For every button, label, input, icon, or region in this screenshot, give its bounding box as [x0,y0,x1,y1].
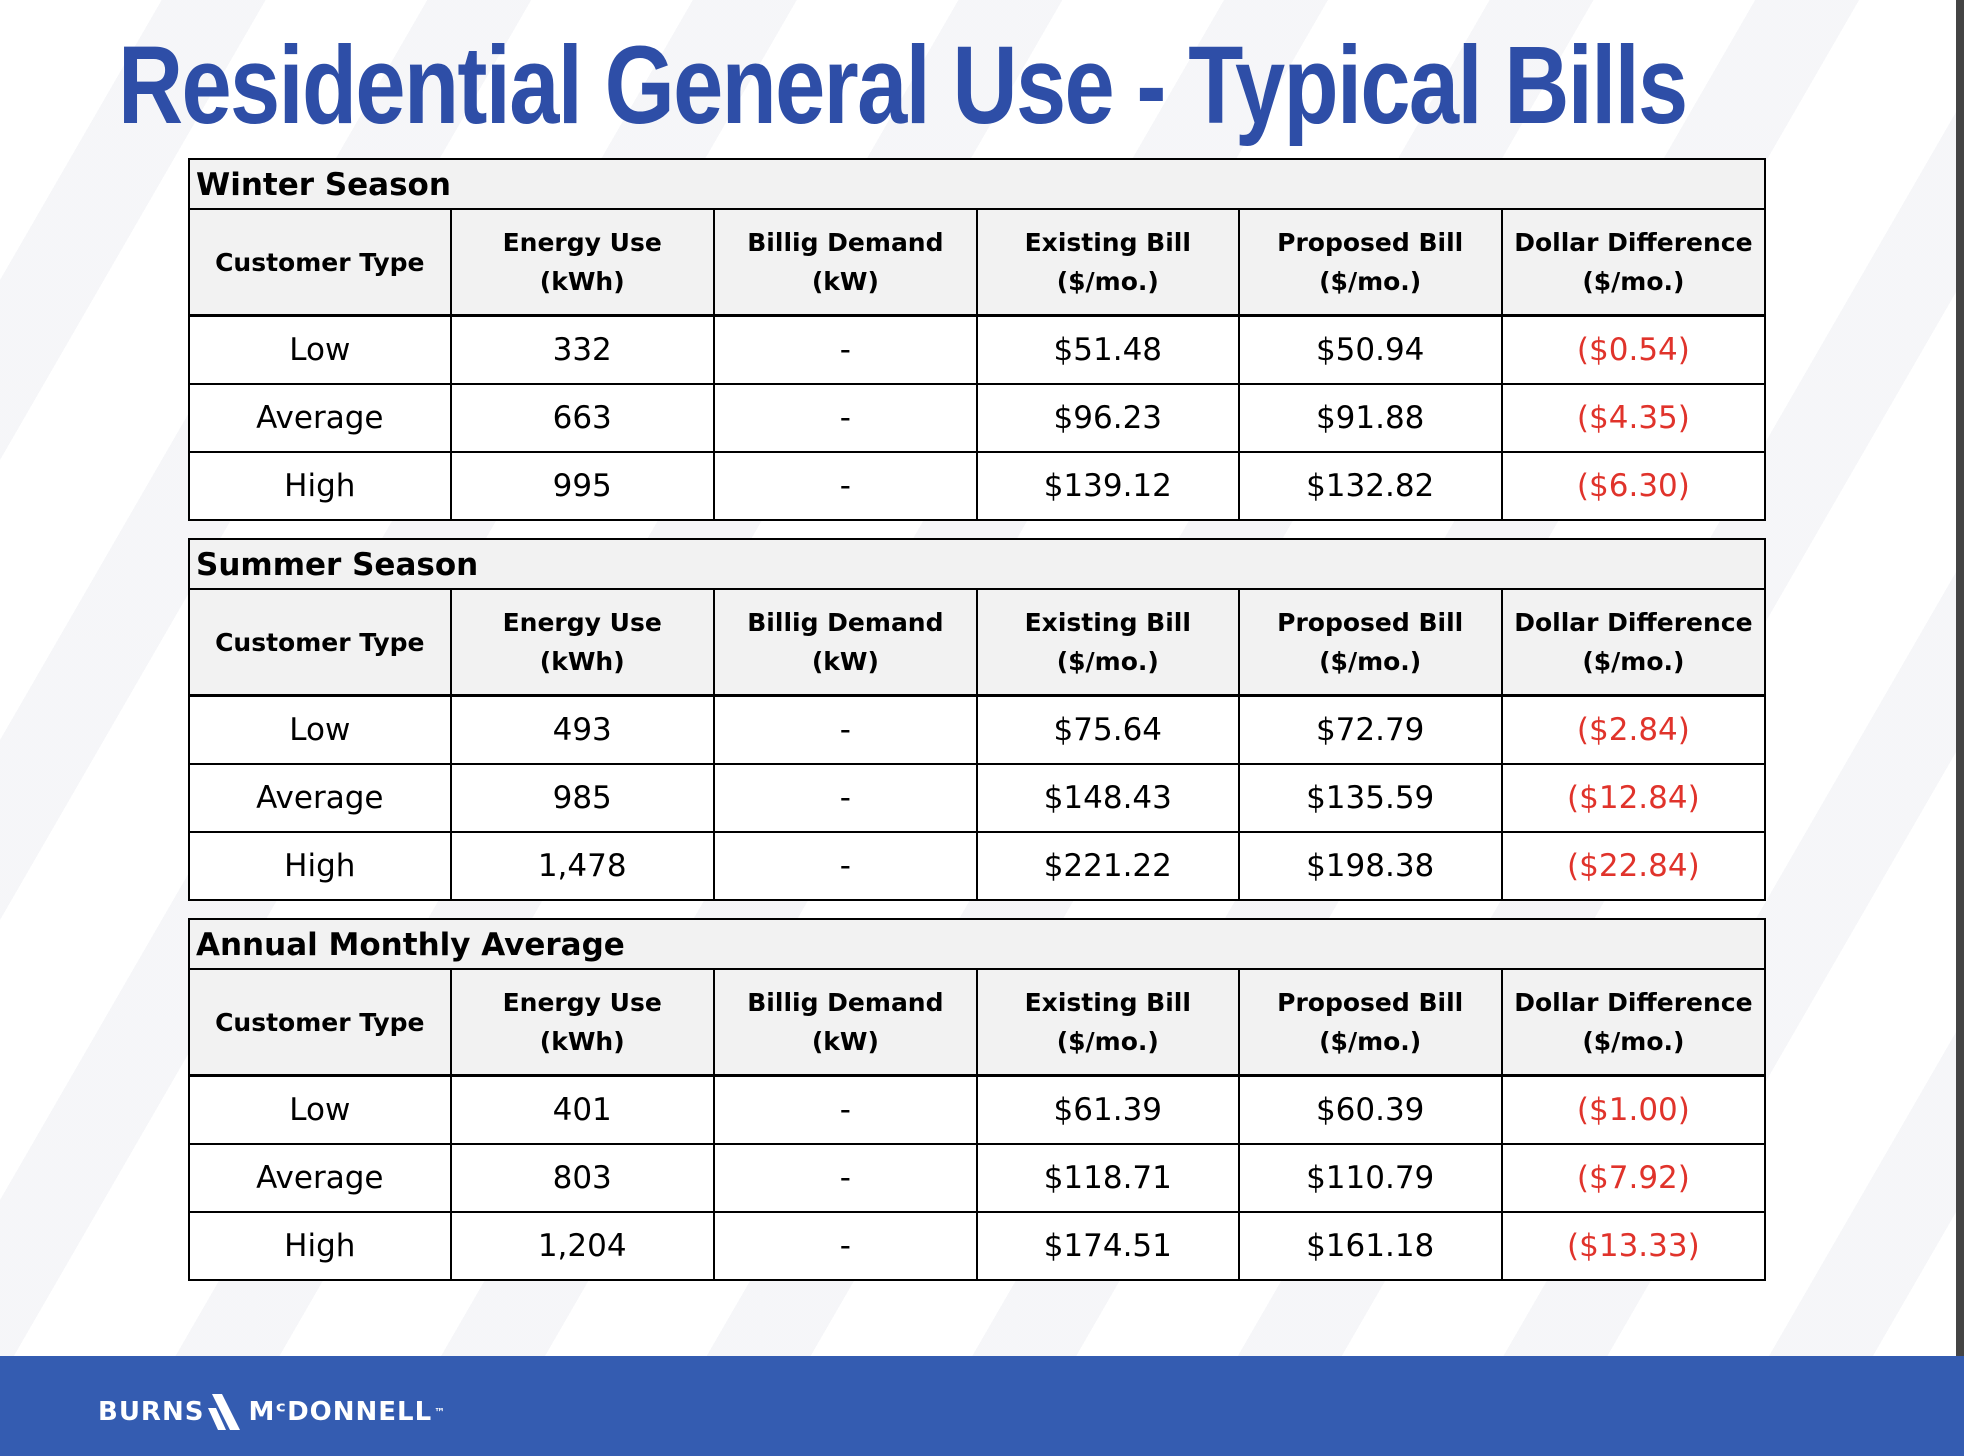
footer-bar [0,1356,1964,1456]
header-energy-use-line: (kWh) [539,647,625,676]
cell-existing-bill: $51.48 [977,316,1239,385]
header-energy-use-line: Energy Use [502,988,662,1017]
burns-mcdonnell-logo [98,1390,446,1434]
table-row [189,764,1765,832]
header-existing-bill [977,209,1239,316]
header-row [189,209,1765,316]
section-title: Winter Season [188,158,1766,208]
cell-billing-demand: - [714,764,977,832]
cell-customer-type: Low [189,1076,451,1145]
cell-proposed-bill: $60.39 [1239,1076,1502,1145]
cell-customer-type: Average [189,764,451,832]
header-customer-type: Customer Type [189,969,451,1076]
header-existing-bill-line: ($/mo.) [1056,647,1159,676]
cell-energy-use: 1,204 [451,1212,714,1280]
logo-text-left: BURNS [98,1397,205,1427]
cell-customer-type: High [189,832,451,900]
section-1 [188,538,1766,901]
cell-dollar-difference: ($6.30) [1502,452,1765,520]
header-billing-demand-line: (kW) [811,267,879,296]
cell-energy-use: 493 [451,696,714,765]
cell-billing-demand: - [714,1076,977,1145]
header-existing-bill-line: ($/mo.) [1056,267,1159,296]
header-proposed-bill-line: Proposed Bill [1277,608,1464,637]
header-energy-use-line: (kWh) [539,1027,625,1056]
header-dollar-difference-line: Dollar Difference [1514,228,1753,257]
cell-customer-type: High [189,452,451,520]
cell-existing-bill: $118.71 [977,1144,1239,1212]
section-2 [188,918,1766,1281]
table-row [189,316,1765,385]
header-energy-use-line: (kWh) [539,267,625,296]
cell-billing-demand: - [714,1144,977,1212]
cell-billing-demand: - [714,316,977,385]
header-customer-type: Customer Type [189,589,451,696]
header-proposed-bill-line: ($/mo.) [1319,647,1422,676]
cell-dollar-difference: ($7.92) [1502,1144,1765,1212]
header-proposed-bill-line: Proposed Bill [1277,988,1464,1017]
cell-customer-type: High [189,1212,451,1280]
cell-existing-bill: $139.12 [977,452,1239,520]
header-proposed-bill [1239,209,1502,316]
header-billing-demand-line: Billig Demand [747,608,944,637]
cell-existing-bill: $148.43 [977,764,1239,832]
bills-table [188,968,1766,1281]
cell-proposed-bill: $50.94 [1239,316,1502,385]
cell-proposed-bill: $161.18 [1239,1212,1502,1280]
cell-dollar-difference: ($0.54) [1502,316,1765,385]
header-billing-demand [714,589,977,696]
cell-billing-demand: - [714,452,977,520]
cell-existing-bill: $96.23 [977,384,1239,452]
cell-existing-bill: $61.39 [977,1076,1239,1145]
typical-bills-tables [188,158,1766,1298]
cell-proposed-bill: $198.38 [1239,832,1502,900]
cell-energy-use: 803 [451,1144,714,1212]
cell-dollar-difference: ($13.33) [1502,1212,1765,1280]
cell-proposed-bill: $72.79 [1239,696,1502,765]
cell-existing-bill: $221.22 [977,832,1239,900]
cell-dollar-difference: ($4.35) [1502,384,1765,452]
cell-billing-demand: - [714,384,977,452]
header-proposed-bill-line: Proposed Bill [1277,228,1464,257]
header-proposed-bill [1239,969,1502,1076]
logo-text-right: MᶜDONNELL [248,1397,433,1427]
logo-trademark: ™ [434,1405,447,1419]
header-energy-use [451,589,714,696]
page-title: Residential General Use - Typical Bills [118,24,1687,147]
cell-energy-use: 332 [451,316,714,385]
header-proposed-bill-line: ($/mo.) [1319,1027,1422,1056]
cell-dollar-difference: ($22.84) [1502,832,1765,900]
header-dollar-difference [1502,589,1765,696]
header-energy-use-line: Energy Use [502,608,662,637]
header-energy-use-line: Energy Use [502,228,662,257]
cell-existing-bill: $75.64 [977,696,1239,765]
bills-table [188,208,1766,521]
cell-customer-type: Average [189,1144,451,1212]
cell-billing-demand: - [714,832,977,900]
section-title: Summer Season [188,538,1766,588]
cell-energy-use: 663 [451,384,714,452]
table-row [189,384,1765,452]
bills-table [188,588,1766,901]
header-existing-bill-line: Existing Bill [1024,228,1191,257]
header-existing-bill [977,969,1239,1076]
header-dollar-difference-line: Dollar Difference [1514,608,1753,637]
header-row [189,969,1765,1076]
cell-energy-use: 401 [451,1076,714,1145]
header-billing-demand [714,969,977,1076]
cell-billing-demand: - [714,696,977,765]
cell-dollar-difference: ($12.84) [1502,764,1765,832]
header-dollar-difference-line: ($/mo.) [1582,267,1685,296]
cell-proposed-bill: $132.82 [1239,452,1502,520]
cell-energy-use: 1,478 [451,832,714,900]
burns-mcdonnell-slash-icon [206,1390,246,1434]
cell-customer-type: Low [189,316,451,385]
header-billing-demand-line: (kW) [811,1027,879,1056]
header-billing-demand-line: Billig Demand [747,988,944,1017]
header-existing-bill-line: Existing Bill [1024,988,1191,1017]
header-existing-bill-line: ($/mo.) [1056,1027,1159,1056]
header-billing-demand [714,209,977,316]
slide-edge [1956,0,1964,1356]
header-existing-bill-line: Existing Bill [1024,608,1191,637]
section-title: Annual Monthly Average [188,918,1766,968]
header-dollar-difference [1502,969,1765,1076]
header-row [189,589,1765,696]
table-row [189,1212,1765,1280]
header-dollar-difference-line: ($/mo.) [1582,647,1685,676]
header-dollar-difference-line: ($/mo.) [1582,1027,1685,1056]
header-energy-use [451,209,714,316]
cell-billing-demand: - [714,1212,977,1280]
table-row [189,696,1765,765]
table-row [189,832,1765,900]
header-energy-use [451,969,714,1076]
header-dollar-difference-line: Dollar Difference [1514,988,1753,1017]
cell-proposed-bill: $91.88 [1239,384,1502,452]
header-proposed-bill [1239,589,1502,696]
cell-dollar-difference: ($2.84) [1502,696,1765,765]
cell-existing-bill: $174.51 [977,1212,1239,1280]
cell-customer-type: Low [189,696,451,765]
header-customer-type: Customer Type [189,209,451,316]
header-dollar-difference [1502,209,1765,316]
table-row [189,1144,1765,1212]
section-0 [188,158,1766,521]
table-row [189,1076,1765,1145]
header-proposed-bill-line: ($/mo.) [1319,267,1422,296]
cell-proposed-bill: $110.79 [1239,1144,1502,1212]
header-existing-bill [977,589,1239,696]
cell-energy-use: 985 [451,764,714,832]
header-billing-demand-line: Billig Demand [747,228,944,257]
cell-dollar-difference: ($1.00) [1502,1076,1765,1145]
cell-customer-type: Average [189,384,451,452]
table-row [189,452,1765,520]
header-billing-demand-line: (kW) [811,647,879,676]
cell-proposed-bill: $135.59 [1239,764,1502,832]
cell-energy-use: 995 [451,452,714,520]
